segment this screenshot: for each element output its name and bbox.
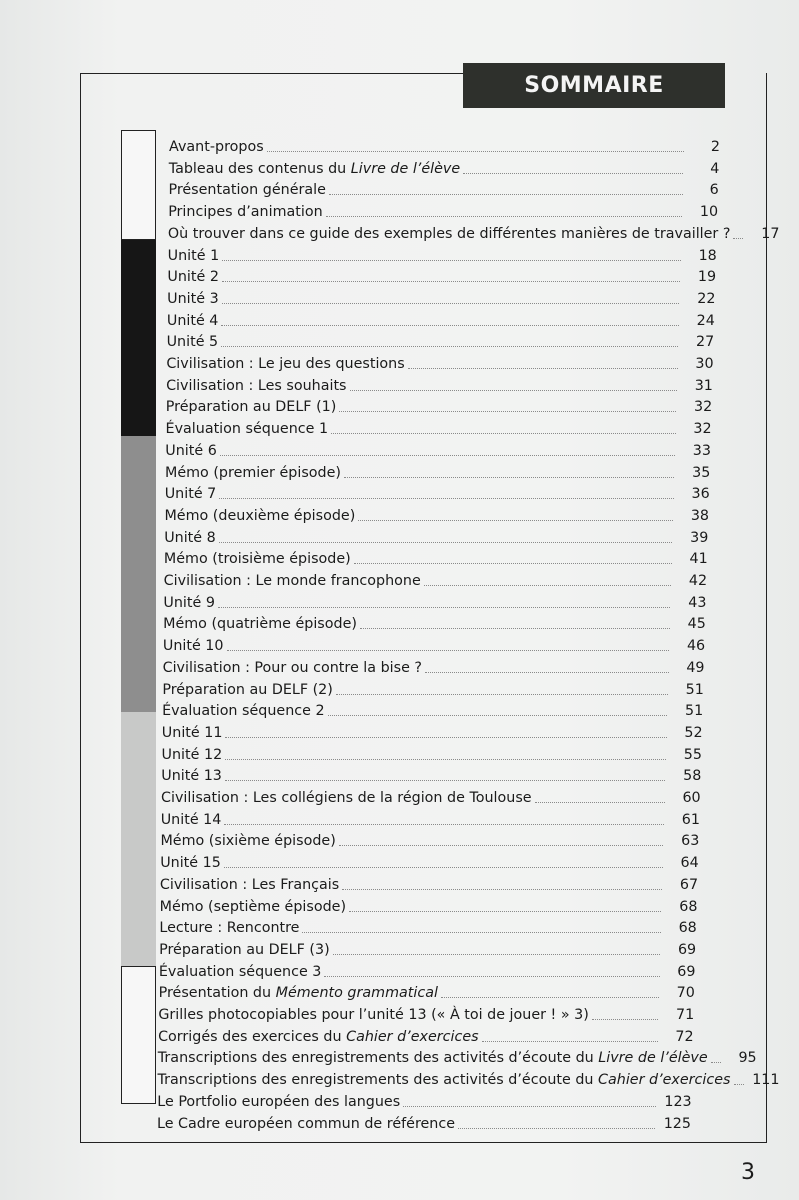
- toc-entry-page: 6: [709, 182, 719, 199]
- toc-entry-title: Principes d’animation: [168, 204, 323, 221]
- toc-entry[interactable]: [163, 634, 705, 655]
- toc-entry-page: 39: [690, 529, 709, 546]
- toc-entry[interactable]: [169, 157, 720, 178]
- toc-entry-title: Unité 3: [167, 290, 219, 307]
- dot-leader: [358, 520, 673, 521]
- toc-entry-title: Mémo (septième épisode): [159, 898, 347, 915]
- dot-leader: [225, 737, 666, 738]
- toc-entry-page: 2: [710, 139, 720, 155]
- toc-entry-title: Unité 7: [164, 486, 217, 503]
- toc-entry-page: 27: [695, 334, 715, 351]
- dot-leader: [328, 715, 668, 716]
- toc-entry[interactable]: [159, 916, 696, 937]
- section-bar-dark: [121, 436, 156, 712]
- toc-entry-title: Mémo (sixième épisode): [160, 833, 336, 850]
- dot-leader: [218, 607, 671, 608]
- toc-entry-page: 33: [692, 442, 711, 459]
- dot-leader: [734, 1084, 744, 1085]
- toc-entry-title: Civilisation : Les Français: [159, 876, 340, 893]
- toc-entry-title: Civilisation : Les collégiens de la région de Toulouse: [161, 790, 532, 806]
- toc-entry-title: Unité 4: [166, 312, 219, 329]
- toc-entry[interactable]: [160, 829, 699, 850]
- toc-entry[interactable]: [163, 656, 705, 677]
- toc-entry-page: 51: [685, 703, 704, 720]
- toc-entry[interactable]: [161, 808, 700, 829]
- toc-entry[interactable]: [162, 678, 704, 699]
- toc-entry[interactable]: [159, 960, 696, 981]
- section-bar-light: [121, 712, 156, 966]
- toc-entry-page: 24: [696, 312, 715, 329]
- toc-entry[interactable]: [169, 135, 720, 156]
- toc-entry-title: Mémo (quatrième épisode): [163, 616, 357, 633]
- toc-entry[interactable]: [166, 417, 712, 438]
- dot-leader: [342, 889, 662, 890]
- toc-entry[interactable]: [164, 504, 709, 525]
- dot-leader: [329, 194, 683, 195]
- toc-entry[interactable]: [159, 938, 696, 959]
- toc-entry[interactable]: [165, 482, 710, 503]
- toc-entry[interactable]: [166, 374, 713, 395]
- toc-entry-page: 35: [692, 464, 711, 481]
- dot-leader: [350, 390, 677, 391]
- toc-entry[interactable]: [167, 265, 716, 286]
- dot-leader: [302, 932, 660, 933]
- toc-entry-title: Lecture : Rencontre: [159, 920, 300, 937]
- dot-leader: [222, 260, 681, 261]
- toc-entry-page: 4: [710, 160, 720, 177]
- frame-top-border: [80, 73, 466, 74]
- toc-entry-page: 72: [675, 1028, 694, 1045]
- toc-entry[interactable]: [160, 895, 698, 916]
- toc-entry-title: Unité 2: [167, 269, 219, 286]
- toc-entry-page: 10: [699, 204, 719, 221]
- toc-entry-page: 32: [693, 421, 712, 438]
- dot-leader: [326, 216, 682, 217]
- toc-entry[interactable]: [167, 222, 780, 243]
- dot-leader: [219, 498, 673, 499]
- toc-entry[interactable]: [160, 851, 699, 872]
- dot-leader: [324, 976, 659, 977]
- toc-entry-page: 68: [678, 920, 697, 937]
- toc-entry-title: Le Portfolio européen des langues: [157, 1093, 401, 1110]
- toc-entry[interactable]: [157, 1046, 757, 1067]
- toc-entry-title: Évaluation séquence 1: [165, 421, 329, 438]
- toc-entry-page: 61: [681, 811, 700, 828]
- toc-entry-page: 17: [761, 225, 780, 242]
- toc-entry-page: 111: [752, 1072, 780, 1089]
- toc-entry[interactable]: [166, 352, 713, 373]
- toc-entry-title: Unité 9: [163, 594, 215, 611]
- toc-entry[interactable]: [168, 200, 718, 221]
- toc-entry-page: 18: [698, 247, 717, 264]
- toc-entry[interactable]: [158, 1003, 694, 1024]
- toc-entry-page: 60: [682, 790, 701, 806]
- toc-entry-title: Présentation du Mémento grammatical: [158, 985, 438, 1002]
- dot-leader: [222, 303, 680, 304]
- dot-leader: [733, 238, 743, 239]
- toc-entry-title: Préparation au DELF (2): [162, 681, 333, 698]
- toc-entry-page: 64: [680, 855, 699, 872]
- toc-entry[interactable]: [167, 287, 715, 308]
- toc-entry-page: 95: [738, 1050, 757, 1067]
- dot-leader: [224, 824, 664, 825]
- dot-leader: [222, 281, 680, 282]
- toc-entry-page: 125: [663, 1115, 691, 1132]
- toc-entry[interactable]: [163, 591, 706, 612]
- dot-leader: [360, 628, 670, 629]
- toc-entry-title: Mémo (troisième épisode): [163, 551, 351, 568]
- dot-leader: [219, 542, 673, 543]
- toc-entry-page: 43: [688, 594, 707, 611]
- toc-entry-page: 45: [687, 616, 706, 633]
- page-number: 3: [741, 1160, 755, 1185]
- toc-entry-title: Unité 11: [161, 724, 223, 741]
- toc-entry-page: 63: [681, 833, 700, 850]
- dot-leader: [221, 346, 678, 347]
- dot-leader: [535, 802, 665, 803]
- toc-entry[interactable]: [166, 395, 712, 416]
- dot-leader: [711, 1062, 721, 1063]
- toc-entry-title: Civilisation : Le jeu des questions: [166, 356, 405, 372]
- toc-entry-title: Transcriptions des enregistrements des activités d’écoute du Cahier d’exercices: [157, 1072, 731, 1089]
- toc-entry[interactable]: [165, 461, 710, 482]
- toc-entry-title: Unité 14: [160, 811, 222, 828]
- toc-entry[interactable]: [164, 526, 708, 547]
- toc-entry-title: Unité 1: [167, 247, 220, 264]
- dot-leader: [408, 368, 678, 369]
- dot-leader: [227, 650, 670, 651]
- dot-leader: [224, 867, 663, 868]
- toc-entry[interactable]: [168, 244, 717, 265]
- toc-entry[interactable]: [165, 439, 711, 460]
- toc-entry-title: Unité 8: [164, 529, 216, 546]
- toc-entry-title: Présentation générale: [168, 182, 326, 199]
- section-bar-white: [121, 130, 156, 240]
- toc-entry-title: Où trouver dans ce guide des exemples de différentes manières de travailler ?: [167, 225, 731, 242]
- toc-entry-title: Mémo (premier épisode): [165, 464, 341, 481]
- toc-entry-page: 51: [685, 681, 704, 698]
- toc-entry[interactable]: [157, 1090, 691, 1111]
- toc-entry-title: Le Cadre européen commun de référence: [157, 1115, 456, 1132]
- toc-entry[interactable]: [162, 743, 702, 764]
- toc-entry[interactable]: [167, 330, 715, 351]
- toc-entry-page: 19: [697, 269, 717, 286]
- dot-leader: [463, 173, 683, 174]
- toc-entry-title: Corrigés des exercices du Cahier d’exercices: [158, 1028, 479, 1045]
- toc-entry[interactable]: [161, 764, 701, 785]
- toc-entry-title: Mémo (deuxième épisode): [164, 507, 356, 524]
- dot-leader: [458, 1128, 655, 1129]
- toc-entry-title: Préparation au DELF (3): [159, 941, 330, 958]
- toc-entry-title: Unité 10: [162, 638, 224, 655]
- dot-leader: [349, 911, 661, 912]
- toc-entry-page: 31: [694, 377, 713, 394]
- dot-leader: [221, 325, 678, 326]
- toc-entry-title: Civilisation : Pour ou contre la bise ?: [162, 659, 423, 676]
- toc-entry-title: Unité 12: [161, 746, 223, 763]
- toc-entry-page: 123: [664, 1093, 692, 1110]
- toc-entry[interactable]: [157, 1112, 691, 1133]
- dot-leader: [220, 455, 675, 456]
- dot-leader: [482, 1041, 658, 1042]
- toc-entry-title: Unité 6: [165, 442, 217, 459]
- toc-entry[interactable]: [159, 981, 695, 1002]
- toc-entry-page: 49: [686, 659, 705, 676]
- toc-entry[interactable]: [168, 178, 718, 199]
- toc-entry-page: 68: [679, 898, 698, 915]
- toc-entry-title: Évaluation séquence 3: [158, 963, 322, 980]
- toc-entry-title: Civilisation : Les souhaits: [166, 377, 347, 394]
- toc-entry-title: Préparation au DELF (1): [165, 399, 337, 416]
- dot-leader: [441, 997, 659, 998]
- dot-leader: [592, 1019, 658, 1020]
- toc-entry[interactable]: [164, 547, 708, 568]
- toc-entry-page: 38: [690, 507, 710, 524]
- toc-entry-title: Transcriptions des enregistrements des activités d’écoute du Livre de l’élève: [157, 1050, 708, 1067]
- toc-entry-page: 41: [689, 551, 708, 568]
- dot-leader: [339, 845, 664, 846]
- toc-entry[interactable]: [164, 569, 707, 590]
- toc-entry-title: Évaluation séquence 2: [162, 703, 325, 720]
- toc-entry-title: Tableau des contenus du Livre de l’élève: [168, 160, 461, 177]
- dot-leader: [336, 694, 668, 695]
- toc-entry-page: 52: [684, 724, 703, 741]
- toc-entry-page: 30: [695, 356, 714, 372]
- toc-entry-page: 71: [676, 1007, 695, 1023]
- toc-entry-page: 58: [683, 768, 702, 785]
- toc-entry-title: Grilles photocopiables pour l’unité 13 (« À toi de jouer ! » 3): [158, 1007, 589, 1023]
- dot-leader: [339, 411, 676, 412]
- dot-leader: [333, 954, 660, 955]
- toc-entry-title: Unité 13: [161, 768, 222, 785]
- toc-entry-page: 69: [677, 963, 696, 980]
- toc-entry[interactable]: [161, 786, 701, 807]
- dot-leader: [225, 780, 665, 781]
- toc-entry-title: Avant-propos: [169, 139, 264, 155]
- section-bar-white: [121, 966, 156, 1104]
- toc-entry-title: Unité 5: [166, 334, 219, 351]
- dot-leader: [344, 477, 674, 478]
- section-bar-black: [121, 240, 156, 436]
- toc-entry[interactable]: [160, 873, 698, 894]
- dot-leader: [424, 585, 671, 586]
- toc-entry-page: 69: [677, 941, 697, 958]
- toc-entry-page: 32: [694, 399, 713, 416]
- toc-entry-title: Civilisation : Le monde francophone: [163, 573, 421, 589]
- toc-entry-page: 67: [679, 876, 699, 893]
- toc-entry-page: 70: [676, 985, 695, 1002]
- dot-leader: [425, 672, 669, 673]
- dot-leader: [354, 563, 672, 564]
- toc-entry[interactable]: [157, 1068, 780, 1089]
- title-banner: [463, 63, 725, 108]
- toc-entry-page: 42: [688, 573, 708, 589]
- toc-entry[interactable]: [163, 612, 706, 633]
- toc-entry-title: Unité 15: [160, 855, 221, 872]
- toc-entry[interactable]: [167, 309, 715, 330]
- toc-entry-page: 22: [697, 290, 716, 307]
- toc-entry[interactable]: [162, 721, 703, 742]
- toc-entry[interactable]: [158, 1025, 694, 1046]
- page-title: SOMMAIRE: [524, 73, 664, 98]
- toc-entry-page: 55: [683, 746, 702, 763]
- toc-entry[interactable]: [162, 699, 703, 720]
- dot-leader: [267, 151, 684, 152]
- toc-entry-page: 36: [691, 486, 710, 503]
- dot-leader: [331, 433, 676, 434]
- dot-leader: [403, 1106, 655, 1107]
- dot-leader: [225, 759, 666, 760]
- toc-entry-page: 46: [686, 638, 706, 655]
